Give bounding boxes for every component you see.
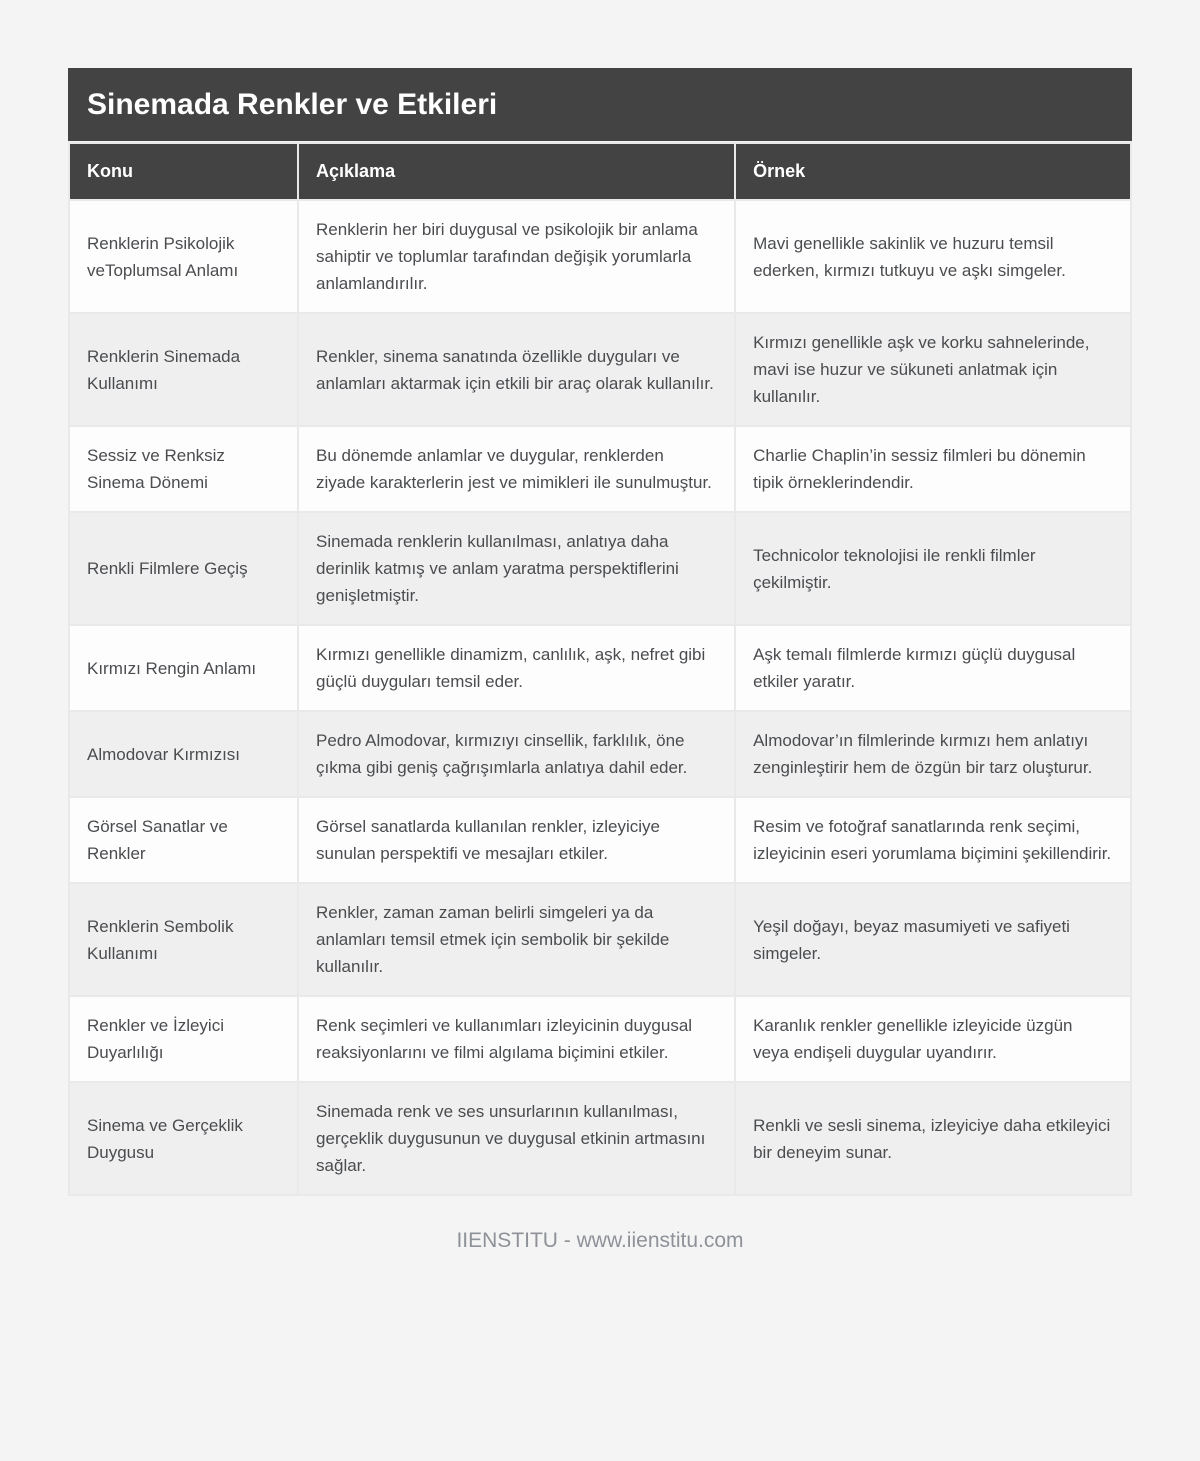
cell-topic: Renklerin Sembolik Kullanımı: [70, 884, 297, 995]
table-row: [70, 1083, 1130, 1194]
cell-description: Sinemada renklerin kullanılması, anlatıya daha derinlik katmış ve anlam yaratma perspektiflerini genişletmiştir.: [299, 513, 734, 624]
header-row: [70, 144, 1130, 199]
cell-description: Görsel sanatlarda kullanılan renkler, izleyiciye sunulan perspektifi ve mesajları etkiler.: [299, 798, 734, 882]
colors-effects-table: [68, 142, 1132, 1196]
cell-description: Renkler, zaman zaman belirli simgeleri ya da anlamları temsil etmek için sembolik bir şekilde kullanılır.: [299, 884, 734, 995]
cell-example: Mavi genellikle sakinlik ve huzuru temsil ederken, kırmızı tutkuyu ve aşkı simgeler.: [736, 201, 1130, 312]
table-row: [70, 314, 1130, 425]
cell-description: Pedro Almodovar, kırmızıyı cinsellik, farklılık, öne çıkma gibi geniş çağrışımlarla anlatıya dahil eder.: [299, 712, 734, 796]
column-header-konu: Konu: [70, 144, 297, 199]
column-header-aciklama: Açıklama: [299, 144, 734, 199]
cell-topic: Sinema ve Gerçeklik Duygusu: [70, 1083, 297, 1194]
cell-example: Aşk temalı filmlerde kırmızı güçlü duygusal etkiler yaratır.: [736, 626, 1130, 710]
cell-topic: Renkler ve İzleyici Duyarlılığı: [70, 997, 297, 1081]
document: [68, 0, 1132, 1253]
table-row: [70, 427, 1130, 511]
table-row: [70, 513, 1130, 624]
cell-topic: Kırmızı Rengin Anlamı: [70, 626, 297, 710]
table-row: [70, 997, 1130, 1081]
cell-example: Resim ve fotoğraf sanatlarında renk seçimi, izleyicinin eseri yorumlama biçimini şekillendirir.: [736, 798, 1130, 882]
column-header-ornek: Örnek: [736, 144, 1130, 199]
cell-example: Almodovar’ın filmlerinde kırmızı hem anlatıyı zenginleştirir hem de özgün bir tarz oluşturur.: [736, 712, 1130, 796]
table-row: [70, 712, 1130, 796]
cell-example: Technicolor teknolojisi ile renkli filmler çekilmiştir.: [736, 513, 1130, 624]
cell-example: Kırmızı genellikle aşk ve korku sahnelerinde, mavi ise huzur ve sükuneti anlatmak için kullanılır.: [736, 314, 1130, 425]
table-row: [70, 798, 1130, 882]
cell-topic: Renklerin Sinemada Kullanımı: [70, 314, 297, 425]
cell-description: Kırmızı genellikle dinamizm, canlılık, aşk, nefret gibi güçlü duyguları temsil eder.: [299, 626, 734, 710]
cell-description: Bu dönemde anlamlar ve duygular, renklerden ziyade karakterlerin jest ve mimikleri ile sunulmuştur.: [299, 427, 734, 511]
cell-example: Charlie Chaplin’in sessiz filmleri bu dönemin tipik örneklerindendir.: [736, 427, 1130, 511]
table-row: [70, 884, 1130, 995]
cell-description: Renk seçimleri ve kullanımları izleyicinin duygusal reaksiyonlarını ve filmi algılama biçimini etkiler.: [299, 997, 734, 1081]
page-title: Sinemada Renkler ve Etkileri: [68, 68, 1132, 141]
cell-description: Renkler, sinema sanatında özellikle duyguları ve anlamları aktarmak için etkili bir araç olarak kullanılır.: [299, 314, 734, 425]
cell-example: Yeşil doğayı, beyaz masumiyeti ve safiyeti simgeler.: [736, 884, 1130, 995]
cell-description: Renklerin her biri duygusal ve psikolojik bir anlama sahiptir ve toplumlar tarafından değişik yorumlarla anlamlandırılır.: [299, 201, 734, 312]
footer-branding: IIENSTITU - www.iienstitu.com: [456, 1229, 744, 1252]
cell-description: Sinemada renk ve ses unsurlarının kullanılması, gerçeklik duygusunun ve duygusal etkinin artmasını sağlar.: [299, 1083, 734, 1194]
cell-topic: Görsel Sanatlar ve Renkler: [70, 798, 297, 882]
cell-topic: Renkli Filmlere Geçiş: [70, 513, 297, 624]
table-row: [70, 201, 1130, 312]
cell-topic: Sessiz ve Renksiz Sinema Dönemi: [70, 427, 297, 511]
table-row: [70, 626, 1130, 710]
cell-example: Renkli ve sesli sinema, izleyiciye daha etkileyici bir deneyim sunar.: [736, 1083, 1130, 1194]
cell-topic: Renklerin Psikolojik veToplumsal Anlamı: [70, 201, 297, 312]
cell-example: Karanlık renkler genellikle izleyicide üzgün veya endişeli duygular uyandırır.: [736, 997, 1130, 1081]
cell-topic: Almodovar Kırmızısı: [70, 712, 297, 796]
